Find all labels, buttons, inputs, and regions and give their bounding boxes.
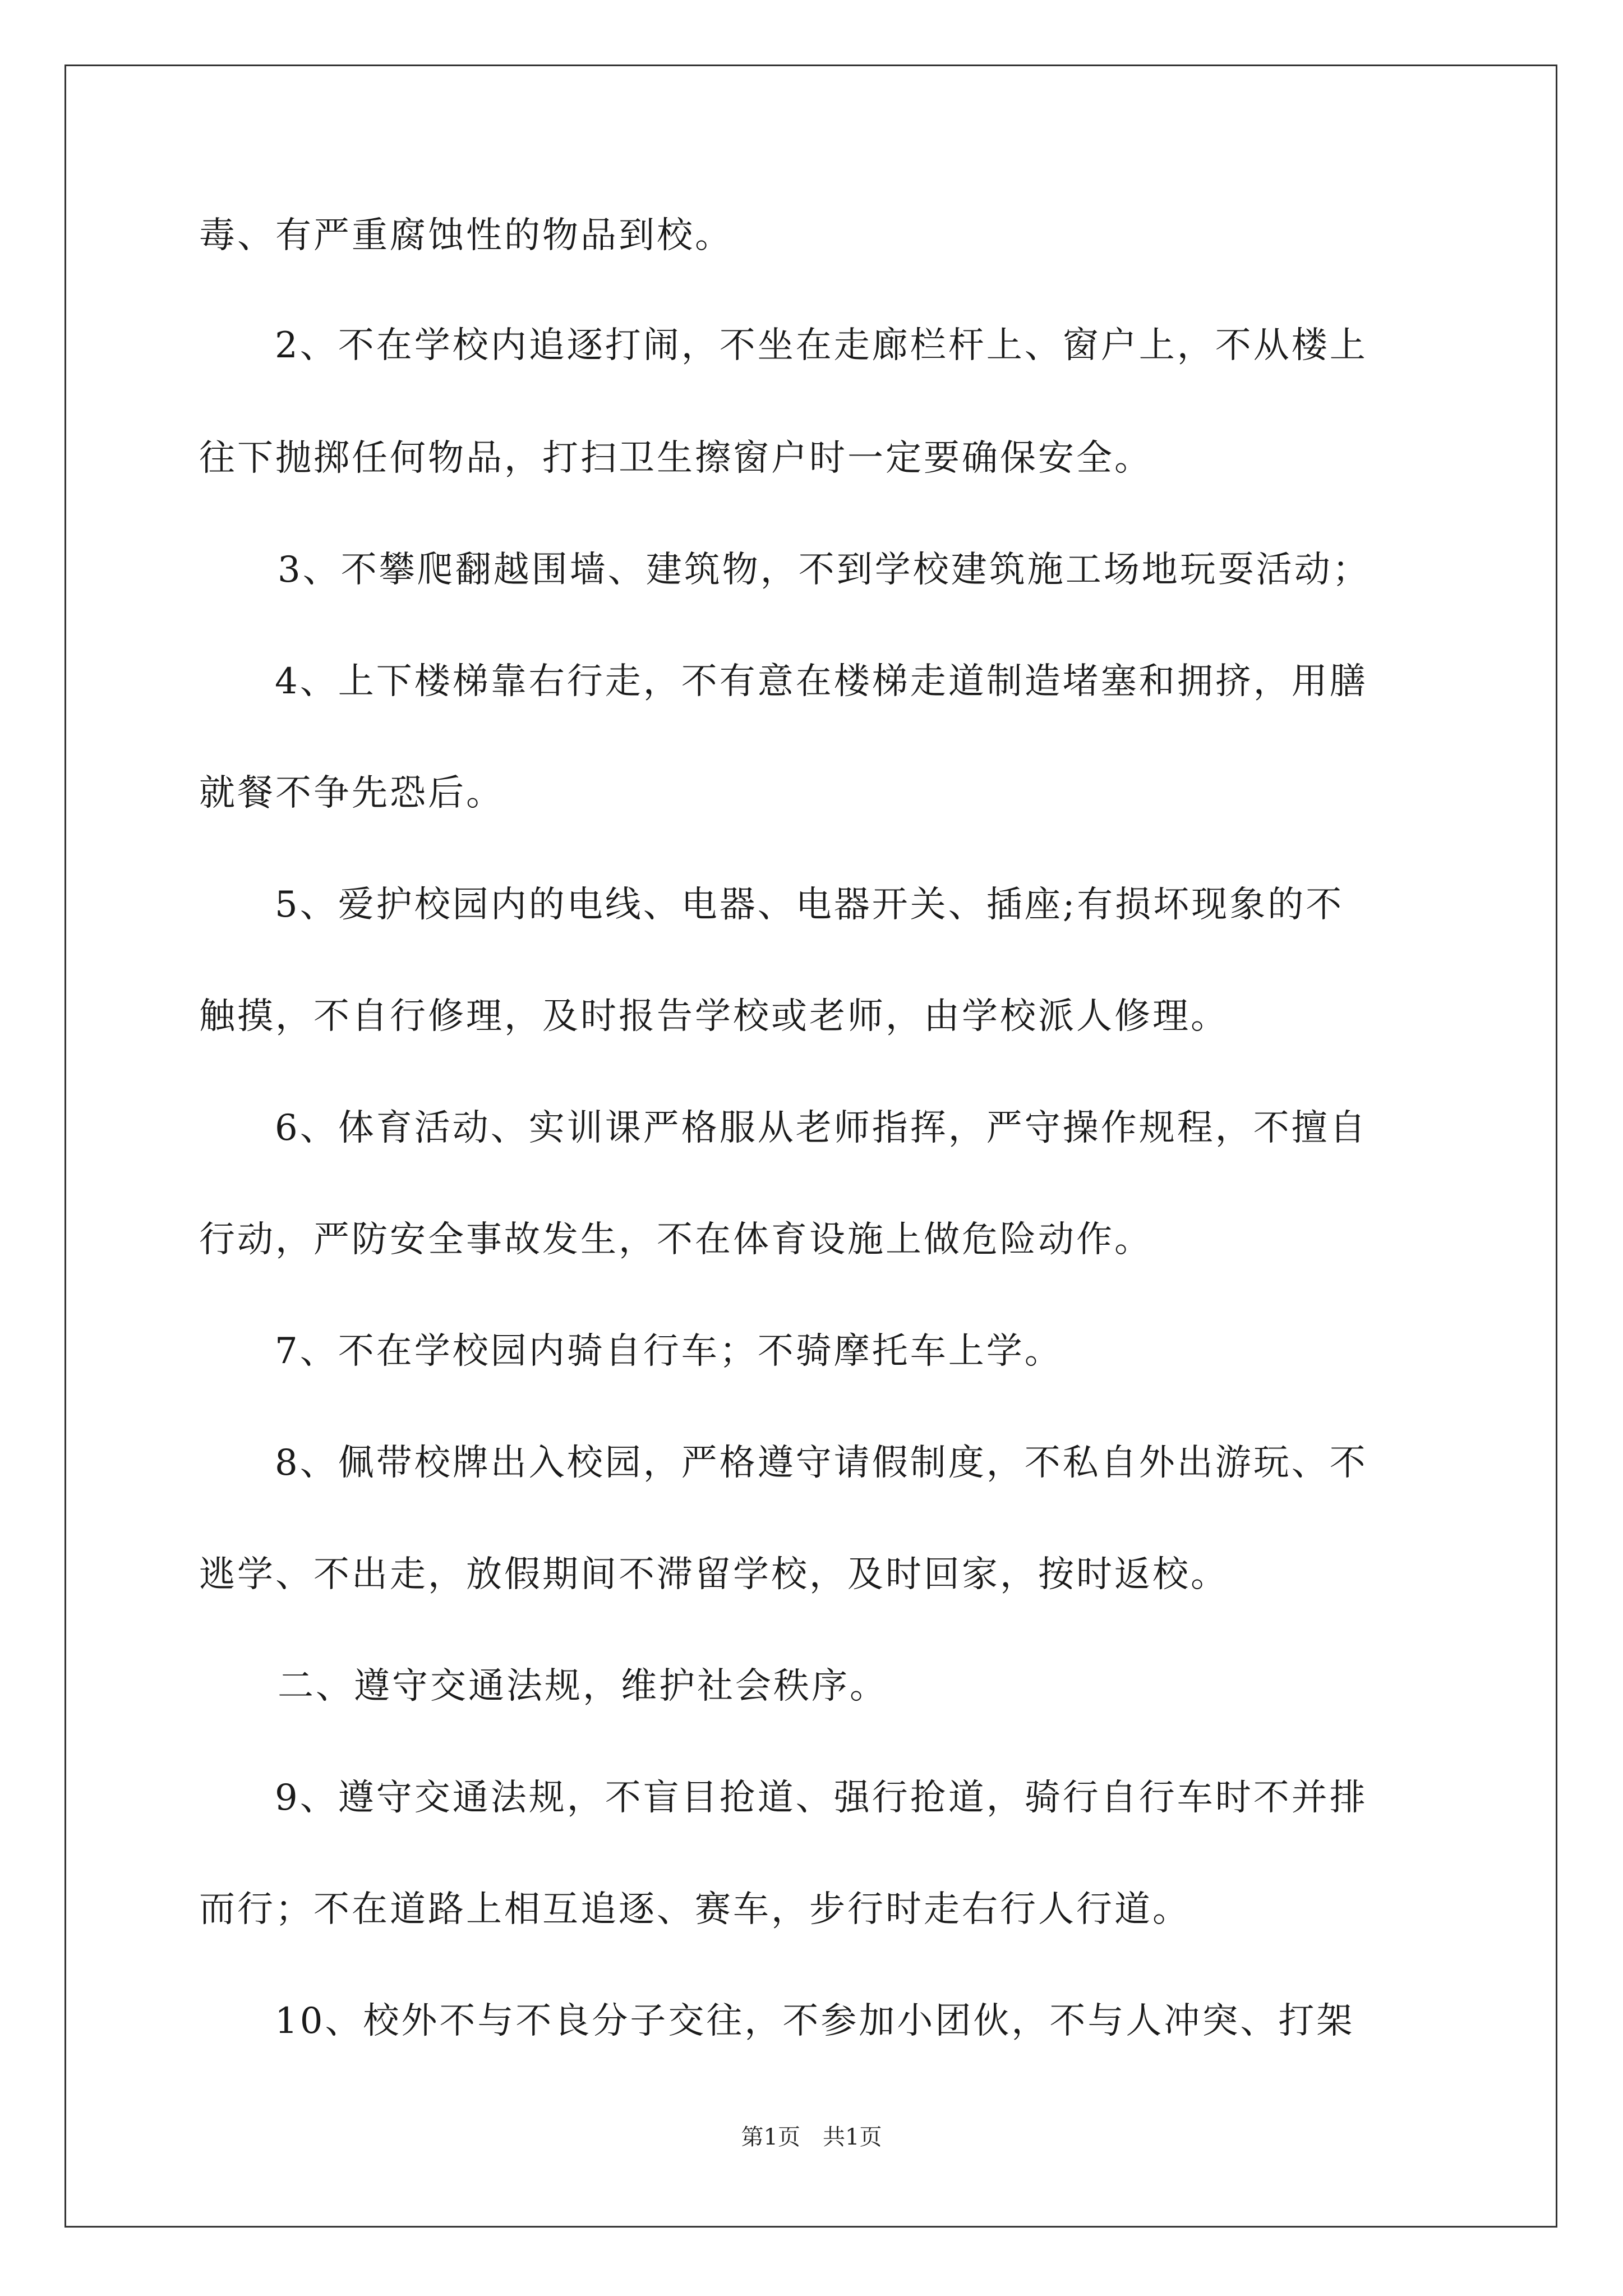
text-line: 10、校外不与不良分子交往，不参加小团伙，不与人冲突、打架 [275, 2000, 1355, 2042]
text-line: 就餐不争先恐后。 [199, 772, 504, 814]
text-line: 4、上下楼梯靠右行走，不有意在楼梯走道制造堵塞和拥挤，用膳 [275, 661, 1368, 702]
text-line: 9、遵守交通法规，不盲目抢道、强行抢道，骑行自行车时不并排 [275, 1777, 1368, 1819]
text-line: 7、不在学校园内骑自行车；不骑摩托车上学。 [275, 1331, 1063, 1372]
text-line: 触摸，不自行修理，及时报告学校或老师，由学校派人修理。 [199, 996, 1229, 1037]
text-line: 6、体育活动、实训课严格服从老师指挥，严守操作规程，不擅自 [275, 1107, 1368, 1149]
text-line: 2、不在学校内追逐打闹，不坐在走廊栏杆上、窗户上，不从楼上 [275, 325, 1368, 366]
text-line: 8、佩带校牌出入校园，严格遵守请假制度，不私自外出游玩、不 [275, 1442, 1368, 1484]
text-line: 往下抛掷任何物品，打扫卫生擦窗户时一定要确保安全。 [199, 438, 1152, 479]
page-footer: 第1页 共1页 [741, 2124, 882, 2150]
text-line: 行动，严防安全事故发生，不在体育设施上做危险动作。 [199, 1219, 1152, 1260]
text-line: 逃学、不出走，放假期间不滞留学校，及时回家，按时返校。 [199, 1554, 1229, 1595]
text-line: 而行；不在道路上相互追逐、赛车，步行时走右行人行道。 [199, 1889, 1191, 1930]
section-heading: 二、遵守交通法规，维护社会秩序。 [278, 1665, 888, 1707]
text-line: 3、不攀爬翻越围墙、建筑物，不到学校建筑施工场地玩耍活动； [278, 549, 1371, 591]
text-line: 毒、有严重腐蚀性的物品到校。 [199, 215, 733, 256]
text-line: 5、爱护校园内的电线、电器、电器开关、插座;有损坏现象的不 [275, 884, 1344, 926]
